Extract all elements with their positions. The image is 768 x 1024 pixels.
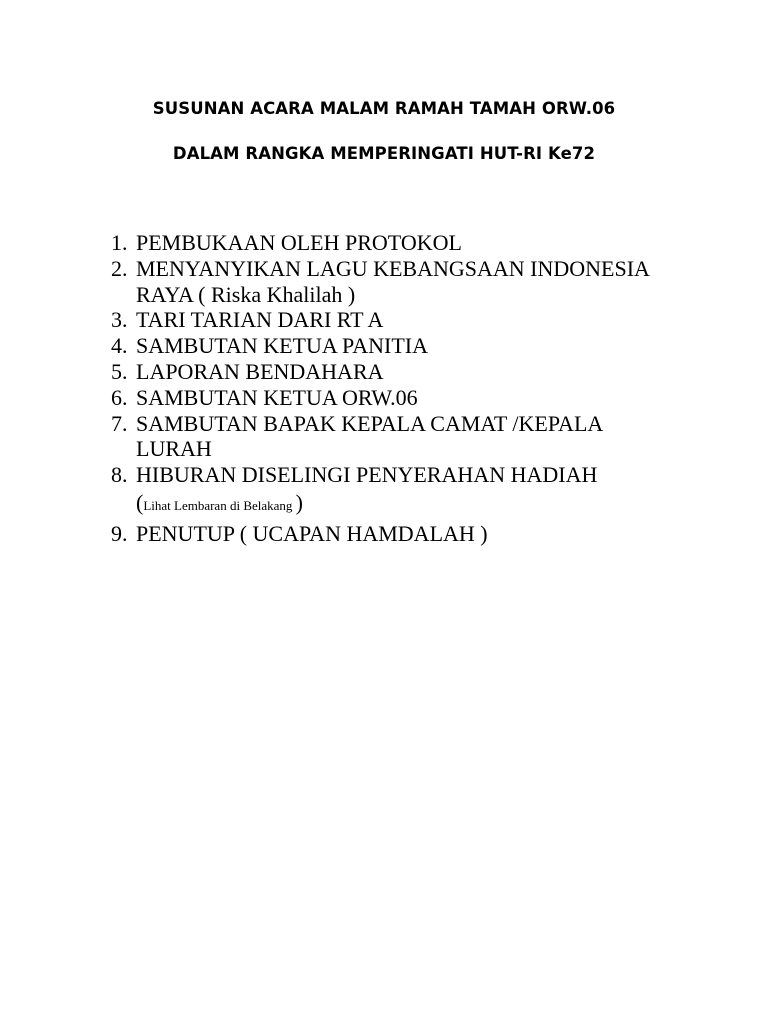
item-number: 1. xyxy=(111,230,128,255)
list-item xyxy=(111,411,650,463)
item-text: TARI TARIAN DARI RT A xyxy=(136,307,384,333)
list-item xyxy=(111,230,650,256)
item-text: MENYANYIKAN LAGU KEBANGSAAN INDONESIA xyxy=(136,255,650,281)
item-number: 7. xyxy=(111,410,128,436)
item-number: 3. xyxy=(111,307,128,333)
item-text-continuation: RAYA ( Riska Khalilah ) xyxy=(136,281,356,307)
note-close-paren: ) xyxy=(295,489,303,515)
item-text: SAMBUTAN BAPAK KEPALA CAMAT /KEPALA xyxy=(136,410,604,436)
list-item xyxy=(111,359,650,385)
item-number: 4. xyxy=(111,333,128,359)
note-open-paren: ( xyxy=(136,489,144,515)
list-item xyxy=(111,333,650,359)
document-subtitle: DALAM RANGKA MEMPERINGATI HUT-RI Ke72 xyxy=(172,144,596,163)
item-text-continuation: LURAH xyxy=(136,436,212,462)
item-number: 6. xyxy=(111,384,128,410)
note-text: Lihat Lembaran di Belakang xyxy=(143,497,296,513)
item-text: HIBURAN DISELINGI PENYERAHAN HADIAH xyxy=(136,462,598,488)
list-item xyxy=(111,307,650,333)
list-item xyxy=(111,256,650,308)
item-text: PEMBUKAAN OLEH PROTOKOL xyxy=(136,230,462,255)
item-text: PENUTUP ( UCAPAN HAMDALAH ) xyxy=(136,520,488,546)
document-title: SUSUNAN ACARA MALAM RAMAH TAMAH ORW.06 xyxy=(152,99,616,118)
agenda-list xyxy=(111,230,650,547)
list-item xyxy=(111,521,650,547)
item-text: SAMBUTAN KETUA PANITIA xyxy=(136,333,428,359)
item-note xyxy=(136,490,650,519)
item-number: 8. xyxy=(111,462,128,488)
item-number: 2. xyxy=(111,255,128,281)
list-item xyxy=(111,385,650,411)
item-number: 9. xyxy=(111,520,128,546)
list-item xyxy=(111,462,650,519)
item-text: SAMBUTAN KETUA ORW.06 xyxy=(136,384,418,410)
item-number: 5. xyxy=(111,358,128,384)
item-text: LAPORAN BENDAHARA xyxy=(136,358,384,384)
